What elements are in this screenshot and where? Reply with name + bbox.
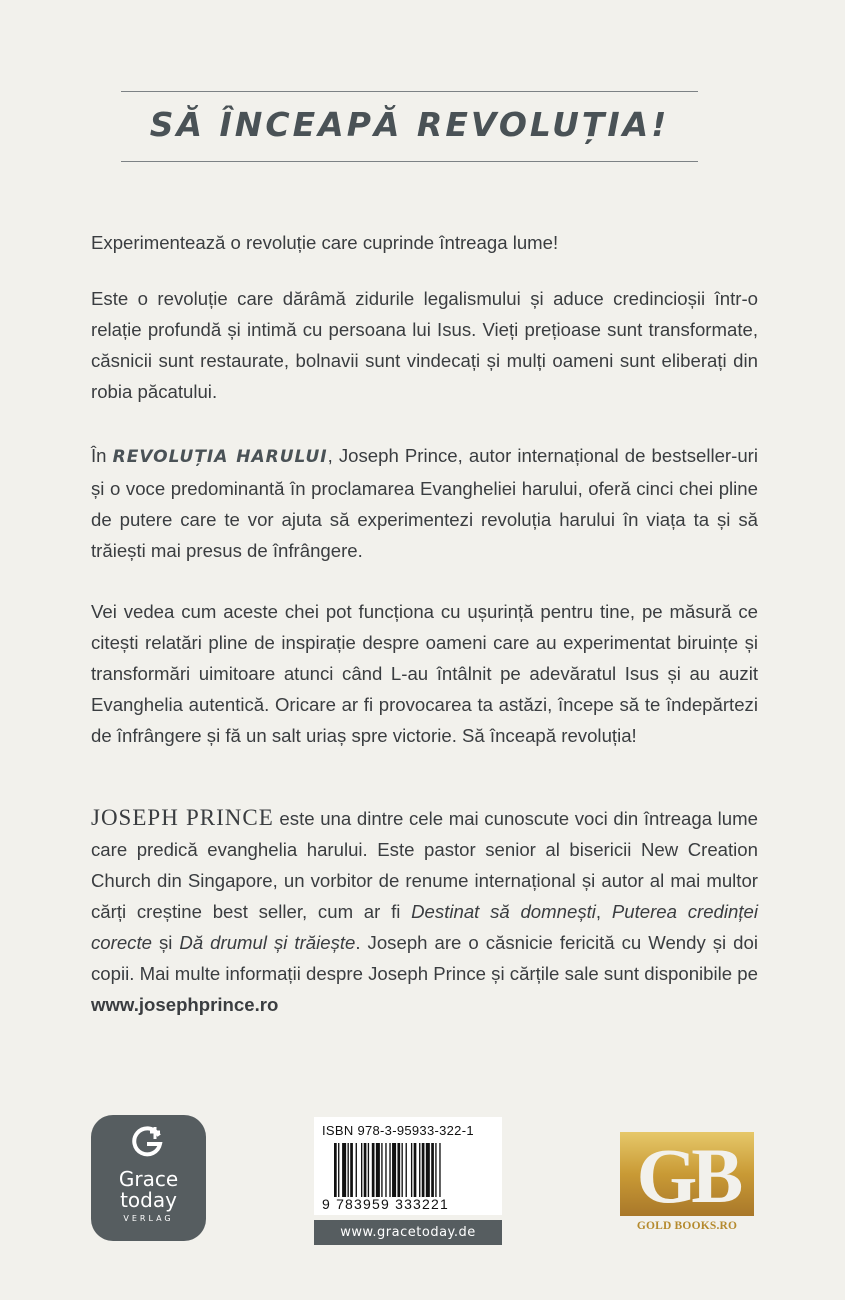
book-title-1: Destinat să domnești <box>411 901 596 922</box>
author-website-link[interactable]: www.josephprince.ro <box>91 994 279 1015</box>
book-title-2: Puterea credinței corecte <box>91 901 758 953</box>
grace-today-name: Grace today <box>118 1167 179 1212</box>
author-name: JOSEPH PRINCE <box>91 805 274 830</box>
author-bio-text-2: . Joseph are o căsnicie fericită cu Wendy și doi copii. Mai multe informații despre Joseph Prince și cărțile sale sunt disponibile pe <box>91 932 758 984</box>
book-title-3: Dă drumul și trăiește <box>179 932 356 953</box>
svg-text:GB: GB <box>636 1132 738 1219</box>
title-bottom-rule <box>121 161 698 162</box>
page-title: SĂ ÎNCEAPĂ REVOLUȚIA! <box>149 105 670 144</box>
isbn-digits: 9 783959 333221 <box>322 1196 449 1212</box>
author-bio-text: este una dintre cele mai cunoscute voci din întreaga lume care predică evanghelia harului. Este pastor senior al bisericii New Creation Church din Singapore, un vorbitor de renume internațional și autor al mai multor cărți creștine best seller, cum ar fi <box>91 808 758 922</box>
separator: și <box>151 932 180 953</box>
blurb-paragraph-1: Experimentează o revoluție care cuprinde întreaga lume! <box>91 232 559 253</box>
blurb-p3-lead: În <box>91 445 113 466</box>
blurb-paragraph-3 <box>91 440 758 566</box>
isbn-barcode-box <box>314 1117 502 1215</box>
author-bio <box>91 802 758 1020</box>
isbn-label: ISBN 978-3-95933-322-1 <box>322 1123 474 1138</box>
title-top-rule <box>121 91 698 92</box>
book-title-emphasis: REVOLUȚIA HARULUI <box>112 447 328 467</box>
gold-books-logo <box>616 1130 758 1242</box>
barcode-icon <box>334 1143 484 1197</box>
gold-books-monogram-icon <box>616 1130 758 1220</box>
blurb-p3-text: , Joseph Prince, autor internațional de bestseller-uri și o voce predominantă în proclamarea Evangheliei harului, oferă cinci chei pline de putere care te vor ajuta să experimentezi revoluția harului în viața ta și să trăiești mai presus de înfrângere. <box>91 445 758 561</box>
grace-today-verlag: VERLAG <box>123 1214 174 1223</box>
gold-books-name: GOLD BOOKS.RO <box>636 1220 738 1232</box>
blurb-paragraph-4: Vei vedea cum aceste chei pot funcționa cu ușurință pentru tine, pe măsură ce citești relatări pline de inspirație despre oameni care au experimentat biruințe și transformări uimitoare atunci când L-au întâlnit pe adevăratul Isus și au auzit Evanghelia autentică. Oricare ar fi provocarea ta astăzi, începe să te îndepărtezi de înfrângere și fă un salt uriaș spre victorie. Să înceapă revoluția! <box>91 601 758 746</box>
grace-today-g-icon <box>131 1125 165 1159</box>
grace-today-logo <box>91 1115 206 1241</box>
blurb-paragraph-2: Este o revoluție care dărâmă zidurile legalismului și aduce credincioșii într-o relație profundă și intimă cu persoana lui Isus. Vieți prețioase sunt transformate, căsnicii sunt restaurate, bolnavii sunt vindecați și mulți oameni sunt eliberați din robia păcatului. <box>91 288 758 402</box>
publisher-website[interactable]: www.gracetoday.de <box>314 1220 502 1245</box>
separator: , <box>595 901 612 922</box>
